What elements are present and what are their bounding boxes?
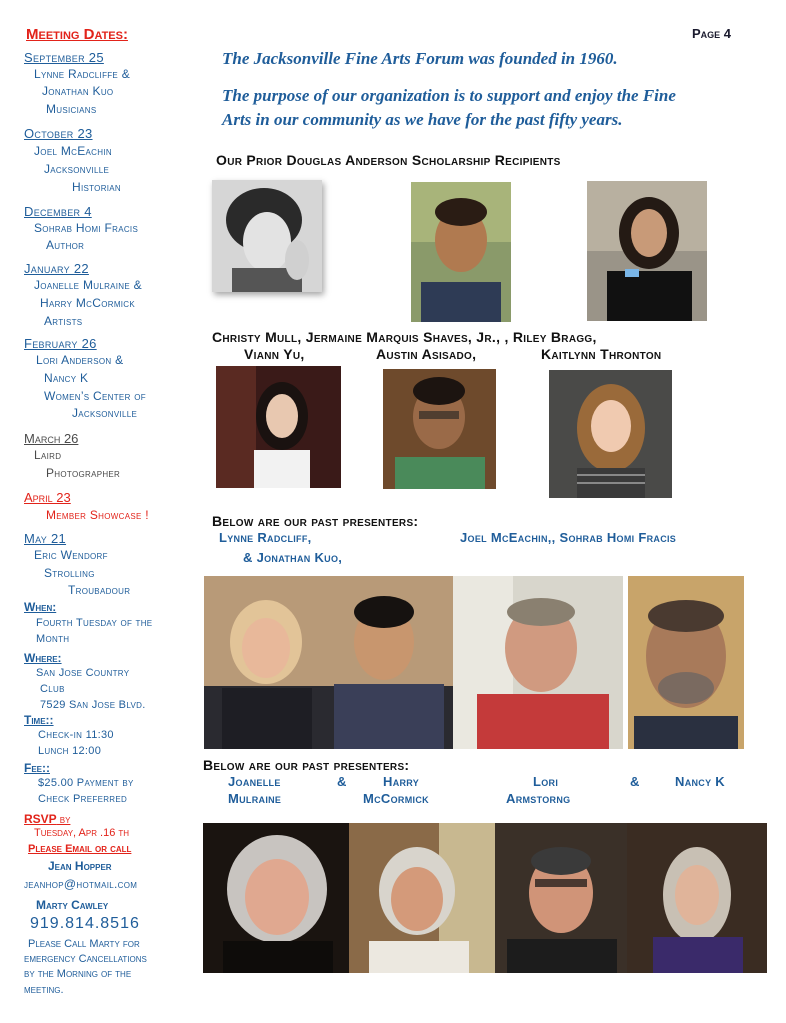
scholar-name-austin-asisado: Austin Asisado, bbox=[376, 346, 477, 362]
may-line: Strolling bbox=[44, 566, 95, 580]
where-line: 7529 San Jose Blvd. bbox=[40, 699, 146, 711]
scholar-names-row1: Christy Mull, Jermaine Marquis Shaves, Jr., , Riley Bragg, bbox=[212, 329, 597, 345]
december-line: Author bbox=[46, 238, 85, 252]
presenter-mulraine: Mulraine bbox=[228, 791, 282, 806]
presenter-mccormick: McCormick bbox=[363, 791, 429, 806]
september-line: Musicians bbox=[46, 102, 97, 116]
scholar-name-kaitlynn-thronton: Kaitlynn Thronton bbox=[541, 346, 662, 362]
photo-nancy-k bbox=[627, 823, 767, 973]
september-date: September 25 bbox=[24, 50, 104, 65]
february-line: Lori Anderson & bbox=[36, 353, 124, 367]
october-line: Jacksonville bbox=[44, 162, 110, 176]
when-line: Fourth Tuesday of the bbox=[36, 617, 153, 629]
presenter-joel-sohrab: Joel McEachin,, Sohrab Homi Fracis bbox=[460, 530, 677, 545]
when-label: When: bbox=[24, 600, 57, 614]
fee-line: $25.00 Payment by bbox=[38, 777, 134, 789]
meeting-sidebar bbox=[0, 0, 200, 1023]
photo-joanelle-mulraine bbox=[203, 823, 349, 973]
rsvp-label: RSVP bbox=[24, 812, 57, 826]
intro-purpose-line2: Arts in our community as we have for the past fifty years. bbox=[222, 110, 623, 129]
rsvp-by: by bbox=[56, 814, 71, 826]
presenter-harry: Harry bbox=[383, 774, 420, 789]
photo-harry-mccormick bbox=[349, 823, 495, 973]
september-line: Lynne Radcliffe & bbox=[34, 67, 131, 81]
rsvp-instruction: Please Email or call bbox=[28, 843, 132, 855]
ampersand-1: & bbox=[337, 774, 347, 789]
where-label: Where: bbox=[24, 651, 62, 665]
presenter-joanelle: Joanelle bbox=[228, 774, 281, 789]
contact-email[interactable]: jeanhop@hotmail.com bbox=[24, 877, 138, 891]
where-line: San Jose Country bbox=[36, 667, 130, 679]
contact-jean-hopper: Jean Hopper bbox=[48, 859, 112, 873]
photo-joel-mceachin bbox=[453, 576, 623, 749]
intro-founded: The Jacksonville Fine Arts Forum was founded in 1960. bbox=[222, 49, 618, 68]
time-line: Check-in 11:30 bbox=[38, 729, 114, 741]
time-line: Lunch 12:00 bbox=[38, 745, 102, 757]
may-line: Eric Wendorf bbox=[34, 548, 108, 562]
january-line: Harry McCormick bbox=[40, 296, 136, 310]
february-line: Nancy K bbox=[44, 371, 89, 385]
photo-radcliff-kuo bbox=[204, 576, 456, 749]
february-line: Women’s Center of bbox=[44, 389, 146, 403]
when-line: Month bbox=[36, 633, 70, 645]
ampersand-2: & bbox=[630, 774, 640, 789]
intro-purpose-line1: The purpose of our organization is to support and enjoy the Fine bbox=[222, 86, 676, 105]
april-date: April 23 bbox=[24, 490, 71, 505]
past-presenters-heading-2: Below are our past presenters: bbox=[203, 757, 410, 773]
scholar-name-viann-yu: Viann Yu, bbox=[244, 346, 305, 362]
photo-christy-mull bbox=[212, 180, 322, 292]
presenter-armstorng: Armstorng bbox=[506, 791, 571, 806]
where-line: Club bbox=[40, 683, 65, 695]
december-date: December 4 bbox=[24, 204, 92, 219]
emergency-note-line: by the Morning of the bbox=[24, 968, 132, 980]
emergency-note-line: Please Call Marty for bbox=[28, 938, 140, 950]
presenter-jonathan-kuo: & Jonathan Kuo, bbox=[243, 550, 343, 565]
october-line: Joel McEachin bbox=[34, 144, 112, 158]
fee-label: Fee:: bbox=[24, 761, 50, 775]
march-line: Laird bbox=[34, 448, 62, 462]
photo-austin-asisado bbox=[383, 369, 496, 489]
photo-jermaine-shaves bbox=[411, 182, 511, 322]
september-line: Jonathan Kuo bbox=[42, 84, 114, 98]
emergency-note-line: emergency Cancellations bbox=[24, 953, 147, 965]
presenter-nancy-k: Nancy K bbox=[675, 774, 725, 789]
january-line: Artists bbox=[44, 314, 83, 328]
january-date: January 22 bbox=[24, 261, 89, 276]
contact-phone[interactable]: 919.814.8516 bbox=[30, 915, 140, 932]
fee-line: Check Preferred bbox=[38, 793, 128, 805]
past-presenters-heading: Below are our past presenters: bbox=[212, 513, 419, 529]
may-line: Troubadour bbox=[68, 583, 131, 597]
february-date: February 26 bbox=[24, 336, 97, 351]
october-line: Historian bbox=[72, 180, 122, 194]
rsvp-deadline: Tuesday, Apr .16 th bbox=[34, 827, 130, 839]
emergency-note-line: meeting. bbox=[24, 984, 64, 996]
time-label: Time:: bbox=[24, 713, 54, 727]
presenter-lynne-radcliff: Lynne Radcliff, bbox=[219, 530, 312, 545]
photo-lori-armstorng bbox=[495, 823, 627, 973]
january-line: Joanelle Mulraine & bbox=[34, 278, 142, 292]
presenter-lori: Lori bbox=[533, 774, 559, 789]
april-line: Member Showcase ! bbox=[46, 508, 149, 522]
photo-riley-bragg bbox=[587, 181, 707, 321]
october-date: October 23 bbox=[24, 126, 93, 141]
photo-kaitlynn-thronton bbox=[549, 370, 672, 498]
rsvp-row bbox=[24, 810, 70, 828]
page-number: Page 4 bbox=[692, 26, 732, 41]
scholarship-heading: Our Prior Douglas Anderson Scholarship Recipients bbox=[216, 152, 561, 168]
photo-viann-yu bbox=[216, 366, 341, 488]
meeting-dates-heading: Meeting Dates: bbox=[26, 26, 128, 43]
march-date: March 26 bbox=[24, 431, 79, 446]
may-date: May 21 bbox=[24, 531, 67, 546]
february-line: Jacksonville bbox=[72, 406, 138, 420]
march-line: Photographer bbox=[46, 466, 121, 480]
december-line: Sohrab Homi Fracis bbox=[34, 221, 139, 235]
photo-sohrab-fracis bbox=[628, 576, 744, 749]
contact-marty-cawley: Marty Cawley bbox=[36, 898, 109, 912]
